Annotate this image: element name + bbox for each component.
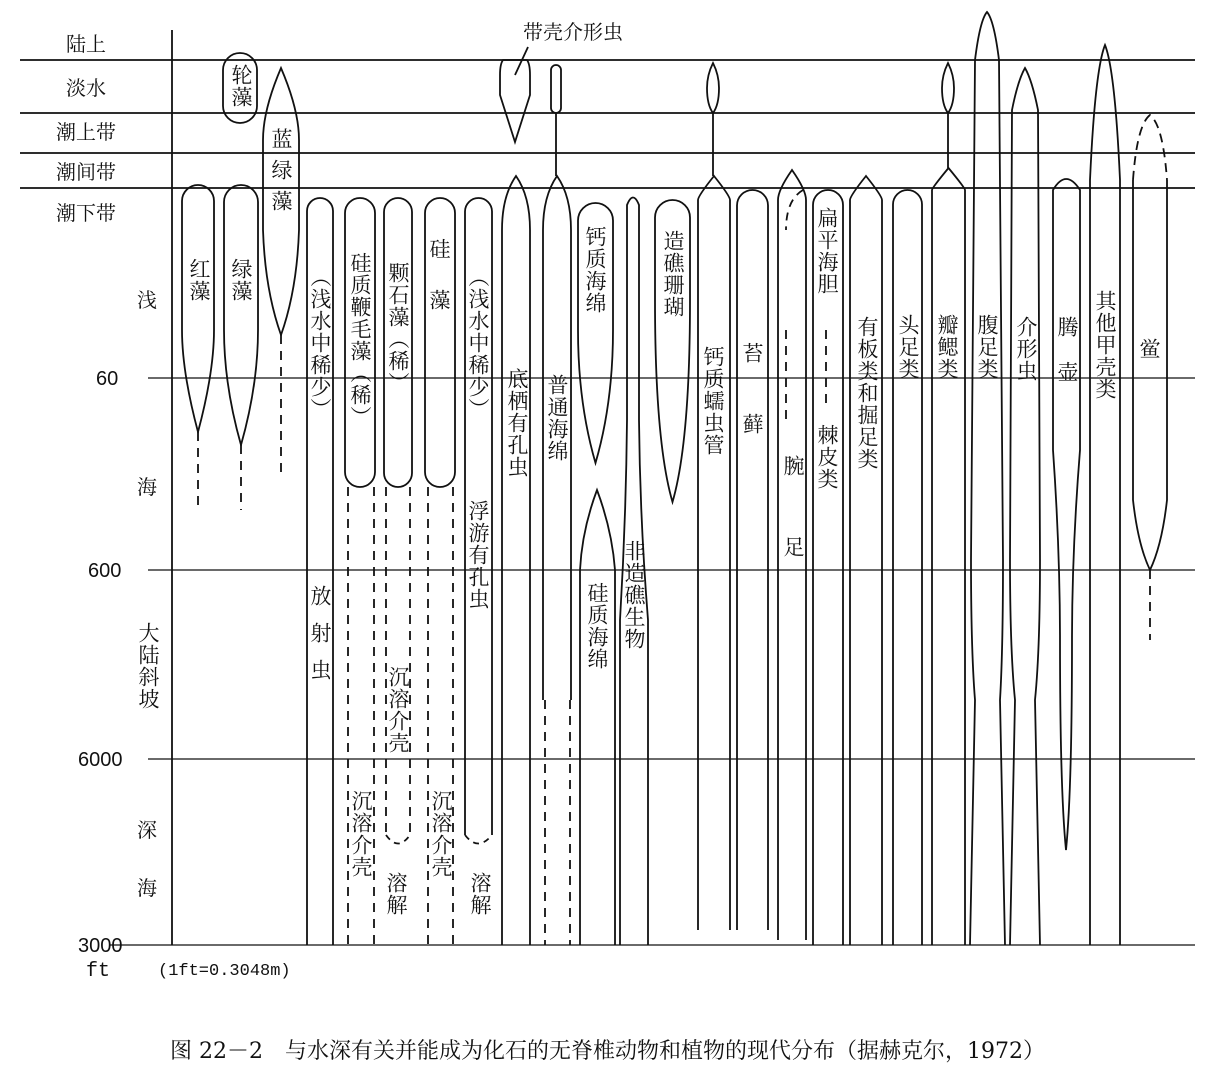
shape-calc-worm-tubes [698,176,730,930]
taxon-benthic-foram: 底栖有孔虫 [505,368,529,478]
taxon-green-algae: 绿藻 [229,258,253,302]
label-dissolve-2: 溶解 [468,872,492,916]
taxon-blue-green-algae: 蓝绿藻 [269,128,293,221]
shape-other-crustacea [1090,45,1120,945]
taxon-echinoderms: 棘皮类 [815,424,839,490]
range-end-coccoliths [386,835,410,844]
shape-demosponges-freshwater [551,65,561,113]
depth-slope: 大陆斜坡 [136,622,160,710]
zone-land: 陆上 [66,32,106,56]
shape-gastropoda [970,12,1005,945]
shape-limulus [1133,180,1167,570]
label-dissolve-1: 溶解 [384,872,408,916]
taxon-barnacles: 腾壶 [1055,316,1079,406]
taxon-other-crustacea: 其他甲壳类 [1093,290,1117,400]
shape-placophora [850,176,882,945]
zone-freshwater: 淡水 [66,76,106,100]
taxon-planktonic-foram: 浮游有孔虫 [466,500,490,610]
label-sink-dissolve-3: 沉溶介壳 [429,790,453,878]
shape-benthic-foram [502,176,530,945]
taxon-echinoids: 扁平海胆 [815,207,839,295]
taxon-cephalopoda: 头足类 [896,314,920,380]
zone-supratidal: 潮上带 [56,120,116,144]
zone-subtidal: 潮下带 [56,201,116,225]
taxon-siliceous-sponges: 硅质海绵 [585,582,609,670]
taxon-reef-corals: 造礁珊瑚 [661,230,685,318]
shape-lamellibranchia [932,168,965,945]
taxon-radiolaria: 放射虫 [308,585,332,696]
taxon-rare-shallow-2: （浅水中稀少） [466,266,490,420]
taxon-ostracoda: 介形虫 [1014,316,1038,382]
shape-cephalopoda [893,190,922,945]
taxon-silicoflagellates: 硅质鞭毛藻（稀） [348,252,372,428]
taxon-gastropoda: 腹足类 [975,314,999,380]
taxon-bryozoa: 苔藓 [740,342,764,484]
depth-deep-2: 海 [137,876,157,900]
shape-echinoderms [813,190,843,945]
depth-600: 600 [88,560,122,582]
range-end-planktonic-foram [465,835,492,844]
taxon-brachiopoda: 腕足 [781,455,805,617]
taxon-shelled-ostracod: 带壳介形虫 [523,20,623,44]
shape-lamellibranchia-freshwater [942,63,954,113]
depth-shallow-1: 浅 [137,288,157,312]
taxon-charophyta: 轮藻 [229,64,253,108]
shape-shelled-ostracod [500,60,530,142]
taxon-rare-shallow-1: （浅水中稀少） [308,266,332,420]
taxon-diatoms: 硅藻 [427,238,451,340]
shape-green-algae [224,185,258,445]
shape-siliceous-sponges [580,490,615,945]
taxon-calcareous-sponges: 钙质海绵 [583,226,607,314]
taxon-placophora: 有板类和掘足类 [855,316,879,470]
depth-3000: 3000 [78,935,123,957]
shape-red-algae [182,185,214,432]
shape-calc-worm-tubes-freshwater [707,63,719,113]
depth-unit: ft [86,960,111,983]
depth-6000: 6000 [78,749,123,771]
taxon-red-algae: 红藻 [187,258,211,302]
shape-bryozoa [737,190,768,930]
figure-caption: 图 22－2 与水深有关并能成为化石的无脊椎动物和植物的现代分布（据赫克尔，1972） [170,1039,1045,1064]
depth-60: 60 [96,368,119,390]
range-dashed-brachiopoda-top [786,190,803,230]
label-sink-dissolve-2: 沉溶介壳 [386,666,410,754]
depth-deep-1: 深 [137,818,157,842]
label-sink-dissolve-1: 沉溶介壳 [349,790,373,878]
depth-shallow-2: 海 [137,475,157,499]
shape-ostracoda [1010,68,1040,945]
taxon-coccoliths: 颗石藻（稀） [386,262,410,394]
range-dashed-limulus-top [1133,115,1167,180]
taxon-non-reef: 非造礁生物 [622,540,646,650]
shape-barnacles [1053,179,1080,850]
unit-conversion: (1ft=0.3048m) [158,962,291,981]
taxon-demosponges: 普通海绵 [545,374,569,462]
pointer-shelled-ostracod [515,47,528,75]
zone-intertidal: 潮间带 [56,160,116,184]
taxon-limulus: 鲎 [1137,338,1161,360]
taxon-calc-worm-tubes: 钙质蠕虫管 [701,346,725,456]
taxon-lamellibranchia: 瓣鳃类 [935,314,959,380]
